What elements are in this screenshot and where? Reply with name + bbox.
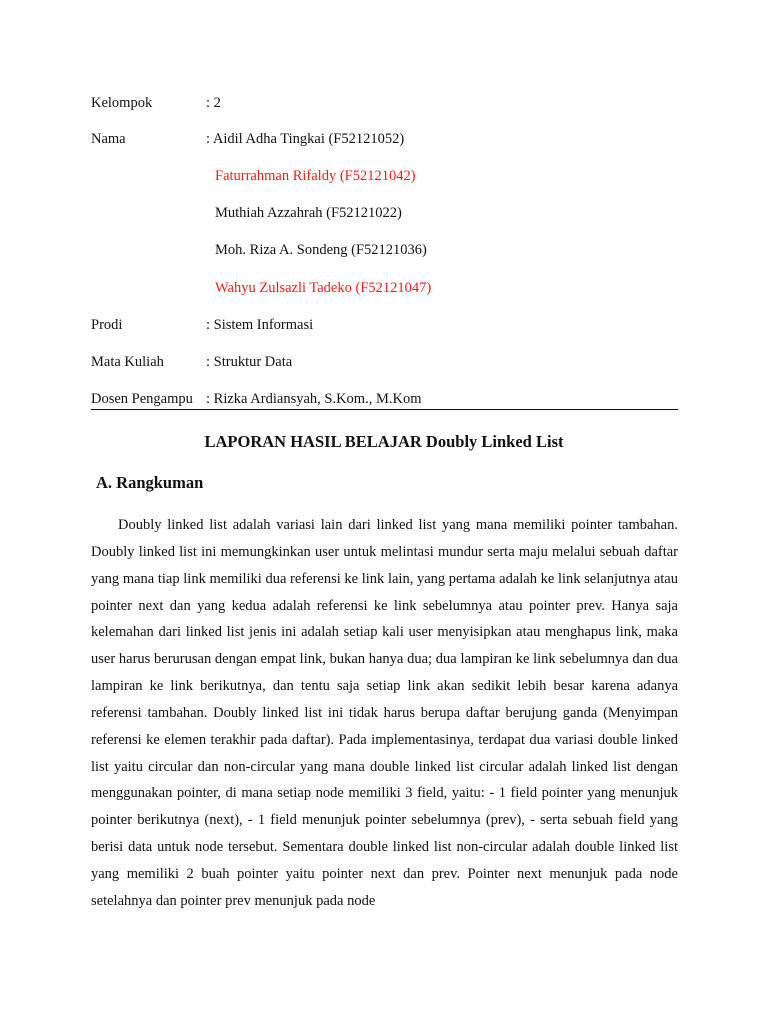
- member-name: Moh. Riza A. Sondeng (F52121036): [215, 242, 427, 258]
- section-heading: A. Rangkuman: [96, 473, 204, 492]
- prodi-label: Prodi: [91, 317, 123, 333]
- mata-kuliah-label: Mata Kuliah: [91, 354, 164, 370]
- kelompok-label: Kelompok: [91, 95, 153, 111]
- member-name: Wahyu Zulsazli Tadeko (F52121047): [215, 280, 432, 296]
- member-name: Muthiah Azzahrah (F52121022): [215, 205, 402, 221]
- nama-label: Nama: [91, 131, 126, 147]
- mata-kuliah-value: : Struktur Data: [206, 354, 293, 370]
- member-name: Faturrahman Rifaldy (F52121042): [215, 168, 416, 184]
- dosen-label: Dosen Pengampu: [91, 391, 193, 407]
- prodi-value: : Sistem Informasi: [206, 317, 314, 333]
- summary-paragraph: Doubly linked list adalah variasi lain dari linked list yang mana memiliki pointer tambahan. Doubly linked list ini memungkinkan user untuk melintasi mundur serta maju melalui sebuah daftar yang mana tiap link memiliki dua referensi ke link lain, yang pertama adalah ke link selanjutnya atau pointer next dan yang kedua adalah referensi ke link sebelumnya atau pointer prev. Hanya saja kelemahan dari linked list jenis ini adalah setiap kali user menyisipkan atau menghapus link, maka user harus berurusan dengan empat link, bukan hanya dua; dua lampiran ke link sebelumnya dan dua lampiran ke link berikutnya, dan tentu saja setiap link akan sedikit lebih besar karena adanya referensi tambahan. Doubly linked list ini tidak harus berupa daftar berujung ganda (Menyimpan referensi ke elemen terakhir pada daftar). Pada implementasinya, terdapat dua variasi double linked list yaitu circular dan non-circular yang mana double linked list circular adalah linked list dengan menggunakan pointer, di mana setiap node memiliki 3 field, yaitu: - 1 field pointer yang menunjuk pointer berikutnya (next), - 1 field menunjuk pointer sebelumnya (prev), - serta sebuah field yang berisi data untuk node tersebut. Sementara double linked list non-circular adalah double linked list yang memiliki 2 buah pointer yaitu pointer next dan prev. Pointer next menunjuk pada node setelahnya dan pointer prev menunjuk pada node: [91, 517, 678, 909]
- kelompok-value: : 2: [206, 95, 221, 111]
- nama-value: : Aidil Adha Tingkai (F52121052): [206, 131, 405, 147]
- dosen-value: : Rizka Ardiansyah, S.Kom., M.Kom: [206, 391, 422, 407]
- header-divider: [91, 409, 678, 410]
- report-title: LAPORAN HASIL BELAJAR Doubly Linked List: [204, 432, 564, 451]
